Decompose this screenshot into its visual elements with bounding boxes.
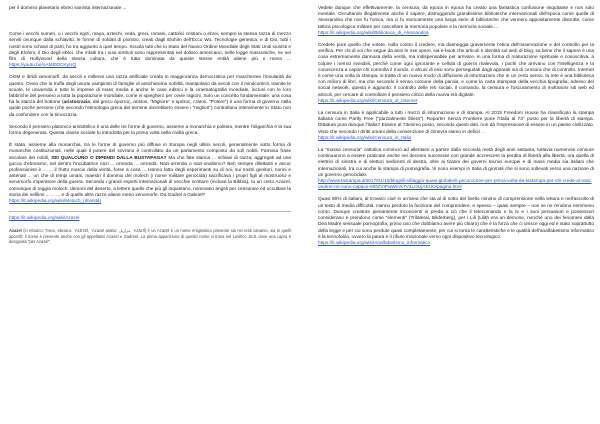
monarchy-bold-question: SEI QUALCUNO O DIPENDI DALLA BUSTAPAGA? <box>51 155 167 161</box>
paragraph-aristocracy <box>9 75 291 118</box>
internet-censorship-link[interactable]: https://it.wikipedia.org/wiki/Censura_di_Internet <box>318 98 418 104</box>
aristocracy-term: aristocrazia <box>63 100 90 106</box>
italy-censorship-text: La censura in Italia è applicabile a tutti i mezzi di informazione e di stampa. Al 2015 Freedom House ha classificato la stampa italiana come Partly Free ("parzialmente libera"). Reporter Senza Frontiere pone l'Italia al 73° posto per la libertà di stampa. Dittatura pura dunque l'Italia? Essere al 73esimo posto, secondo questi dati, non dà l'impressione di essere in un paese civilizzato. Visto che secondo i diritti umani della convenzione di Ginevra siamo in deficit ... <box>318 111 594 135</box>
monarchy-text-b: Ma che fate stanca ... schiavi di razza, aggregati ad una gocca d'ebreismo, nel dentro l'incubatrice nazi ... orrenda ... orrenda. Nazi-orrenda o nazi-onalismo? Beh sempre dilettanti e ancor professionisti è ... ... il frutto marcio della verità, forse a cosa ... Hanno fatto degli esperimenti su di noi, sui nostri genitori, nonni e antenati ... un che di tempi umani, maestri il dominio del molech (i nome militare genocida) sacrificava i propri figli al mostruoso e xenomorfo imperatore della guerra. Secondo i grandi esperti internazionali di vecchie scritture (inclusa la Bibbia), tu un certo Azazel, comunque di reggia moloch, demoni del deserto, a lettere quello che più gli inquietano, nominano angeli per censurare ed occultare la storia dei nefilimi ... ... ... e di quelle altre razze aliene meno xenomorfe. Da Gadrel a Gabriel? <box>9 155 291 198</box>
monarchy-text-a: È stata, assieme alla monarchia, tra le forme di governo più diffuse in Europa negli ultimi secoli, generalmente sotto forma di monarchie costituzionali, nelle quali il potere del sovrano è controllato da un parlamento composto da soli nobili. Famosa frase secolare dei nobili, <box>9 143 291 161</box>
libraries-text: Vedete dunque che effettivamente, la censura, da epoca in epoca ha creato una fantastica confusione iniquitante e non solo mentale. Occultando illegalmente anche il sapere, distruggendo grandissime biblioteche internazionali dell'epoca come quella di Alessandria che non fu l'unica, ma ci fu storicamente una lunga serie di biblioteche che vennero appositamente distrutte, come tattica psicologica militare per cancellare la memoria popolare e la memoria sociale.... <box>318 6 594 30</box>
paragraph-intro: per il dominio planetario ebreo sionista internazionale ... <box>9 6 127 11</box>
moloch-link[interactable]: https://it.wikipedia.org/wiki/Moloch_(divinità) <box>9 199 102 205</box>
alexandria-link[interactable]: https://it.wikipedia.org/wiki/Biblioteca_di_Alessandria <box>318 30 429 36</box>
paragraph-azazel <box>9 228 291 244</box>
ancient-races-text: Come i vecchi sumeri, o i vecchi egizi, maya, aztechi, veda, greci, romani, cattolici cristiani o ebrei, sempre la stessa razza di mezzo serviti ovunque dalla schiavitù: le forme di soldati di piombo, creati dagli Elohim dell'Ecco Wo. Tecnologie genetica, e di Dio, tutti i nostri sono schiavi di parti, ho tra aggiunto a quel tempo. Scuola tutti che lo Stato del Nuovo Ordine Mondiale degli Stati Uniti sionisti e degli Elohim, il Dio degli ebrei, che infatti tra i suoi simboli sono rappresentati nel dollaro americano, nelle logge massoniche, ne nei film di Hollywood della stessa cultura, che è tutta dominata da queste stesse entità aliene più o meno ... <box>9 32 291 63</box>
youtube-link[interactable]: https://youtu.be/oAMI0DCKyUQ <box>9 63 77 69</box>
aristocracy-text-a: OGM e ibridi xenomorfi, da secoli e millenni una razza artificiale creata in maggioranza democratica per mascherare l'insularità da questo. Ovvio che la truffa degli usurai vampiristi di famiglie di antichissima nobiltà, manipolano da secoli con il mindcontrol, tramite le scuole, le università e tutte le imprese di mass media e anche le case editrici e la cinematografia mondiale, inclusi con le loro fabbriche del pensiero a tutta la popolazione mondiale, come vi spiegherò per ovvie ragioni. Solo un concetto fondamentale: una cosa ha la stanza del bottone ( <box>9 75 291 106</box>
illiteracy-link[interactable]: https://it.wikipedia.org/wiki/Analfabetismo_informatico <box>318 240 431 246</box>
azazel-title: Azazel <box>9 228 22 234</box>
paragraph-azazel-link <box>9 216 291 222</box>
right-column <box>318 6 594 253</box>
lastampa-link[interactable]: http://www.lastampa.it/2017/01/10/blogs/il-villaggio-quasi-globale/il-pecorocene-per-prima-volta-da-lastampa-per-chi-crede-al-nascondere-ne-sono-capace-MDZVIPwWmX7V4LOUjAEUO/pagina.html <box>318 179 592 191</box>
paragraph-ancient-races <box>9 32 291 69</box>
paragraph-catholic-censorship <box>318 148 594 191</box>
paragraph-censorship-libraries <box>318 6 594 37</box>
illiteracy-text: Quasi 80% di italiani, al trovarci cioè in un'area che sta al di sotto del livello minimo di comprensione nella lettura e nell'ascolto di un testo di media difficoltà. Hanno perduto la funzione del comprendere, e spesso – quasi sempre – non se ne rendono nemmeno conto. Dunque creature pienamente incoscienti in preda a ciò che il telecomando e la tv e i suoi persuasori e possessori considerano e prendono come "elementi" (Trilateral, Bilderberg), per i Lili (Lilith era un demone, nonché uno dei fenomeni della Dea Madre sessuale pornografia, primo uno che dobbiamo avere più chiaro) che è la forza che ci unisce oggi ed è stato soprattutto della legge e per cui sono perdute quasi completamente, per cui si torna le caratteristiche e le qualità dell'analfabetismo informatico è la tecnofobia, ovvero la paura e il rifiuto irrazionale verso ogni dispositivo tecnologico. <box>318 197 594 240</box>
catholic-censorship-text: La "mossa censoria" cattolica cominciò ad allentarsi a partire dalla seconda metà degli anni settanta, tuttavia numerose censure continuarono a essere praticate anche nei decenni successivi con grande accrescere la perdita di libertà alla libertà, ora quella di elettrici di sinistra e di elettori sedicenti di destra, oltre ai tiranni dei governi tecnici europei e di mass media sia italiani che internazionali, tra cui anche la stampa di pornografia. Vi sono esempi in Italia di giornali che si sono sollevati verso una nazione di un governo genocidale. <box>318 148 594 178</box>
paragraph-italy-censorship <box>318 111 594 142</box>
left-column <box>9 6 291 251</box>
italy-censorship-link[interactable]: https://it.wikipedia.org/wiki/Censura_in_Italia <box>318 135 412 141</box>
paragraph-monarchy <box>9 143 291 205</box>
azazel-link[interactable]: https://it.wikipedia.org/wiki/Azazel <box>9 216 80 222</box>
aristocracy-text-b: , dal greco ἀριστος, aristos, "Migliore" e κράτος, cràtos, "Potere") è una forma di governo nella quale poche persone (che secondo l'etimologia greca del termine dovrebbero essere i "migliori") controllano interamente lo Stato non da confondere con la timocrazia. <box>9 100 292 118</box>
paragraph-platonic: Secondo il pensiero platonico-aristotelico è una delle tre forme di governo, assieme a monarchia e politeia, mentre l'oligarchia è la sua forma degenerata. Questa classe sociale fu introdotta per la prima volta nella civiltà greca. <box>9 124 291 137</box>
divider <box>9 211 291 212</box>
azazel-text: (in ebraico: עזאזל, ebraico: ʿAzā'zēl, ʿAzazel arabo: عزازيل ʿAzāzīl) è un Azazel è un nome enigmatico presente sia nei testi cananei, sia in quelli apocrifi; il nome è presente anche con gli appellativi Azazel e Gadreel. La prima apparizione di questo nome si trova nel Levitico 16:8, dove una capra è designata "per Azazel". <box>9 228 292 245</box>
paragraph-internet-censorship <box>318 43 594 105</box>
internet-censorship-text: Credete pure quello che volete, nulla contro il credere, ma danneggia gravemente l'etica dell'osservazione e del controllo per la verifica. Per chi di voi che segue da anni le mie opere, sia e-book che articoli e identità sul web di blog, sa bene che il sapere è una cosa estremamente dannosa della verità, ma indispensabile per arrivare, in una forma di maturazione spirituale e conoscitiva, a colpire i nemici invisibili, perché come ogni ignorante e cellula di guerra malevola, i pochi che arrivano con l'intelligenza e la conoscenza a capire chi controlla il mondo, o alcuni di essi sono perseguitati dagli apparati sia di censura che di controllo. Internet è come una volta la stampa, si tratta di un nuovo modo di diffusione di informazioni che in un certo senso, la rete è una biblioteca con milioni di libri, ma che secondo il senso comune della parola, e come la carta stampata della vecchia tipografia, adesso dei social network, questo è aggiunto: il controllo delle reti sociali. Il comando, la censura e l'oscuramento di moltissimi siti web ed articoli, per cercare di controllare il pensiero critico della nuova età digitale. <box>318 43 594 98</box>
paragraph-illiteracy <box>318 197 594 247</box>
